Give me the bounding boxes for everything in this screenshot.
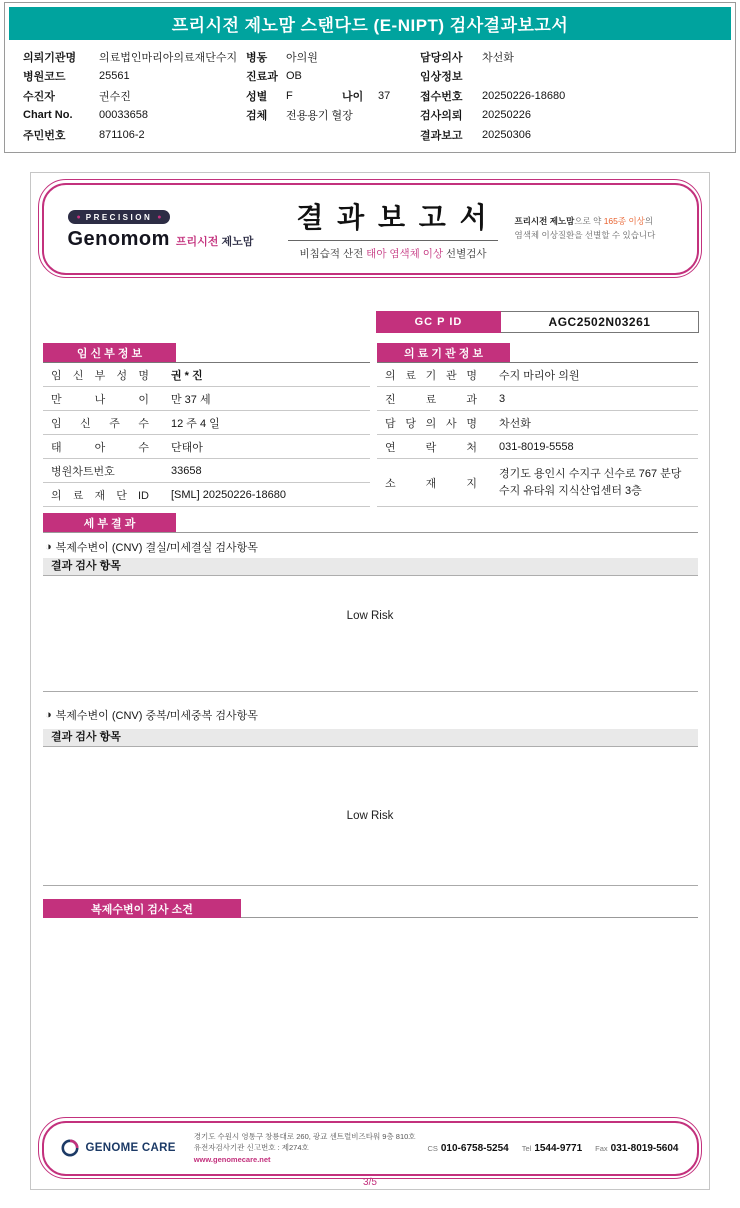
- row-label: 진 료 과: [385, 393, 477, 406]
- resident-no-label: 주민번호: [23, 129, 66, 142]
- ward-value: 아의원: [286, 51, 318, 64]
- table-row: [377, 387, 698, 411]
- promo-accent: 165종 이상: [603, 216, 645, 227]
- mother-info-body: [43, 362, 370, 507]
- report-title: 결 과 보 고 서: [296, 202, 490, 233]
- receipt-no-value: 20250226-18680: [482, 89, 566, 102]
- department-label: 진료과: [246, 71, 278, 84]
- row-value: 수지 마리아 의원: [499, 369, 580, 382]
- table-row: [43, 459, 370, 483]
- report-header-box: [38, 179, 702, 278]
- footer-contact: [427, 1143, 678, 1154]
- brand-subname-rest: 제노맘: [221, 236, 254, 249]
- footer-website-link[interactable]: www.genomecare.net: [193, 1154, 271, 1164]
- patient-label: 수진자: [23, 90, 55, 103]
- request-row: [23, 47, 719, 67]
- cs-label: CS: [427, 1143, 438, 1153]
- report-subtitle: [272, 246, 515, 261]
- table-row: [377, 435, 698, 459]
- clinical-info-label: 임상정보: [420, 71, 463, 84]
- sex-label: 성별: [246, 90, 268, 103]
- mother-info-header: 임 신 부 정 보: [43, 343, 176, 362]
- table-row: [377, 411, 698, 435]
- row-label: 병원차트번호: [51, 465, 115, 478]
- genome-care-logo: [60, 1138, 176, 1158]
- promo-end: 의: [644, 216, 654, 227]
- table-row: [43, 411, 370, 435]
- sex-value: F: [286, 89, 293, 102]
- result-report-page: [30, 172, 710, 1190]
- row-value: 차선화: [499, 417, 531, 430]
- doctor-value: 차선화: [482, 51, 514, 64]
- divider-line: [43, 885, 698, 886]
- report-header-inner: [42, 183, 699, 275]
- chart-no-label: Chart No.: [23, 109, 73, 122]
- row-value: 33658: [171, 464, 202, 477]
- brand-subname-accent: 프리시전: [175, 236, 219, 249]
- row-label: 소 재 지: [385, 477, 477, 490]
- row-label: 임 신 부 성 명: [51, 369, 149, 382]
- page-number: 3/5: [363, 1177, 377, 1188]
- promo-mid: 으로 약: [574, 216, 604, 227]
- request-org-label: 의뢰기관명: [23, 51, 77, 64]
- row-label: 만 나 이: [51, 393, 149, 406]
- promo-text: [515, 215, 697, 241]
- genome-care-logo-icon: [60, 1138, 80, 1158]
- mother-info-table: [43, 343, 370, 507]
- doctor-label: 담당의사: [420, 51, 463, 64]
- subtitle-prefix: 비침습적 산전: [299, 248, 367, 260]
- table-row: [43, 363, 370, 387]
- row-value: 단태아: [171, 441, 203, 454]
- age-label: 나이: [342, 90, 364, 103]
- row-label: 의 료 재 단 ID: [51, 489, 149, 502]
- badge-dot-icon: ●: [76, 213, 81, 221]
- footer-address-line1: 경기도 수원시 영통구 창룡대로 260, 광교 센트럴비즈타워 9층 810호: [193, 1132, 416, 1142]
- badge-dot-icon: ●: [157, 213, 162, 221]
- receipt-no-label: 접수번호: [420, 90, 463, 103]
- half-circle-icon: ◑: [45, 541, 52, 553]
- brand-subname: [176, 233, 253, 249]
- cnv-duplication-label: 복제수변이 (CNV) 중복/미세중복 검사항목: [55, 710, 258, 722]
- fax-phone: [595, 1143, 678, 1154]
- findings-section: [43, 899, 698, 918]
- table-row: [377, 459, 698, 507]
- request-row: [23, 67, 719, 87]
- resident-no-value: 871106-2: [99, 128, 145, 141]
- cs-phone: [427, 1143, 508, 1154]
- result-column-header: 결과 검사 항목: [43, 729, 698, 747]
- department-value: OB: [286, 70, 302, 83]
- table-row: [43, 387, 370, 411]
- subtitle-suffix: 선별검사: [443, 248, 487, 260]
- info-tables: [43, 343, 698, 507]
- ward-label: 병동: [246, 51, 268, 64]
- gcpid-value: AGC2502N03261: [501, 311, 699, 333]
- section-divider: [43, 532, 698, 533]
- order-date-label: 검사의뢰: [420, 110, 463, 123]
- precision-badge: [68, 210, 171, 224]
- age-value: 37: [378, 89, 391, 102]
- cnv-deletion-title: [45, 539, 258, 555]
- tel-label: Tel: [521, 1143, 532, 1153]
- request-org-value: 의료법인마리아의료재단수지: [99, 51, 238, 64]
- duplication-result-value: Low Risk: [346, 810, 394, 822]
- document-title-bar: [9, 7, 731, 40]
- request-info-panel: [4, 2, 736, 153]
- report-title-underline: [288, 196, 497, 241]
- row-value: 3: [499, 392, 506, 405]
- patient-value: 권수진: [99, 90, 131, 103]
- report-date-label: 결과보고: [420, 129, 463, 142]
- report-title-block: [272, 196, 515, 261]
- specimen-value: 전용용기 혈장: [286, 110, 353, 123]
- gcpid-row: [376, 311, 699, 333]
- row-label: 태 아 수: [51, 441, 149, 454]
- footer-address-line2: 유전자검사기관 신고번호 : 제274호: [193, 1143, 309, 1153]
- row-label: 연 락 처: [385, 441, 477, 454]
- footer-box: [38, 1117, 702, 1179]
- gcpid-label: GC P ID: [376, 311, 501, 333]
- promo-line-1: [515, 215, 677, 228]
- subtitle-accent: 태아 염색체 이상: [366, 248, 444, 260]
- divider-line: [43, 691, 698, 692]
- brand-line: [68, 228, 272, 251]
- findings-header: 복제수변이 검사 소견: [43, 899, 241, 918]
- tel-value: 1544-9771: [534, 1142, 583, 1154]
- clinic-info-body: [377, 362, 698, 507]
- genomom-brand: [44, 206, 272, 252]
- table-row: [377, 363, 698, 387]
- footer-address: [194, 1131, 416, 1165]
- deletion-result-value: Low Risk: [346, 610, 394, 622]
- chart-no-value: 00033658: [99, 109, 148, 122]
- request-row: [23, 86, 719, 106]
- promo-bold: 프리시전 제노맘: [514, 216, 575, 227]
- hospital-code-label: 병원코드: [23, 71, 66, 84]
- tel-phone: [522, 1143, 582, 1154]
- cnv-deletion-label: 복제수변이 (CNV) 결실/미세결실 검사항목: [55, 542, 258, 554]
- footer-inner: [42, 1121, 699, 1176]
- row-label: 임 신 주 수: [51, 417, 149, 430]
- clinic-info-table: [377, 343, 698, 507]
- row-label: 담 당 의 사 명: [385, 417, 477, 430]
- brand-name: Genomom: [67, 228, 170, 251]
- result-column-header: 결과 검사 항목: [43, 558, 698, 576]
- request-row: [23, 125, 719, 145]
- detail-results-header: 세 부 결 과: [43, 513, 176, 532]
- half-circle-icon: ◑: [45, 709, 52, 721]
- row-value: 권 * 진: [171, 369, 203, 382]
- request-info-grid: [9, 40, 731, 145]
- order-date-value: 20250226: [482, 109, 531, 122]
- report-date-value: 20250306: [482, 128, 531, 141]
- row-value: 경기도 용인시 수지구 신수로 767 분당 수지 유타워 지식산업센터 3층: [499, 468, 682, 497]
- cnv-duplication-title: [45, 707, 258, 723]
- genome-care-logo-text: GENOME CARE: [85, 1142, 176, 1154]
- promo-line-2: 염색체 이상질환을 선별할 수 있습니다: [514, 229, 656, 240]
- precision-badge-label: PRECISION: [85, 212, 153, 222]
- row-label: 의 료 기 관 명: [385, 369, 477, 382]
- fax-label: Fax: [595, 1143, 608, 1153]
- cs-value: 010-6758-5254: [440, 1142, 509, 1154]
- row-value: 만 37 세: [171, 393, 211, 406]
- row-value: 031-8019-5558: [499, 440, 574, 453]
- document-title: 프리시전 제노맘 스탠다드 (E-NIPT) 검사결과보고서: [171, 16, 569, 35]
- specimen-label: 검체: [246, 110, 268, 123]
- hospital-code-value: 25561: [99, 70, 130, 83]
- request-row: [23, 106, 719, 126]
- fax-value: 031-8019-5604: [610, 1142, 679, 1154]
- clinic-info-header: 의 료 기 관 정 보: [377, 343, 510, 362]
- row-value: 12 주 4 일: [171, 417, 220, 430]
- table-row: [43, 435, 370, 459]
- row-value: [SML] 20250226-18680: [171, 488, 286, 501]
- table-row: [43, 483, 370, 507]
